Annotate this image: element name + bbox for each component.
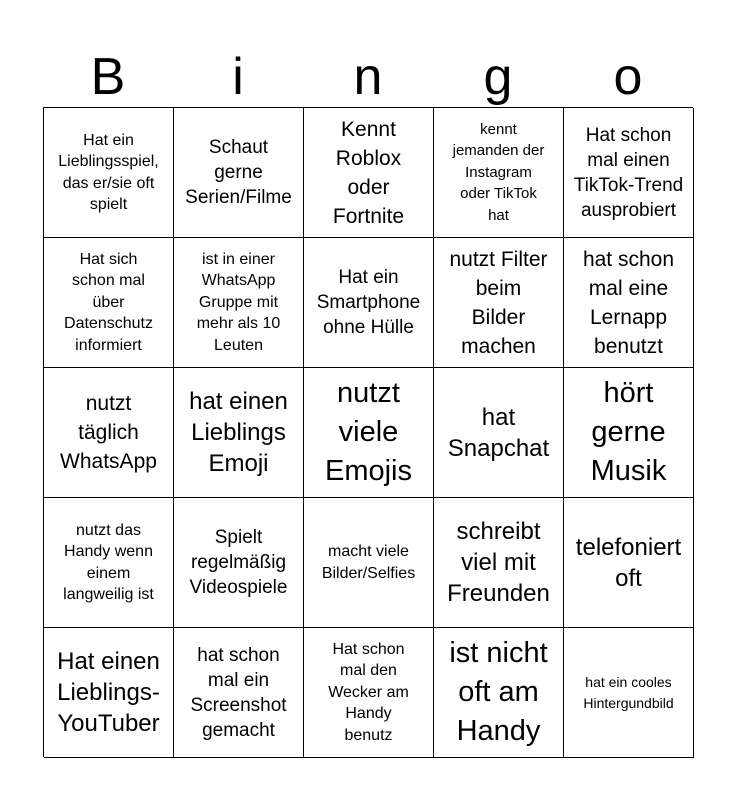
bingo-cell-text: hat schon mal ein Screenshot gemacht xyxy=(190,644,287,741)
bingo-cell[interactable] xyxy=(304,368,434,498)
bingo-cell-text: hört gerne Musik xyxy=(590,377,667,487)
bingo-cell-text: ist nicht oft am Handy xyxy=(449,637,548,747)
bingo-cell-text: Hat schon mal den Wecker am Handy benutz xyxy=(328,640,409,744)
bingo-cell[interactable] xyxy=(174,628,304,758)
title-letter: i xyxy=(232,48,244,106)
bingo-cell[interactable] xyxy=(564,238,694,368)
bingo-cell-text: Kennt Roblox oder Fortnite xyxy=(332,117,405,228)
bingo-cell-text: nutzt viele Emojis xyxy=(324,377,412,487)
bingo-cell[interactable] xyxy=(564,628,694,758)
bingo-cell[interactable] xyxy=(304,238,434,368)
bingo-cell-text: Schaut gerne Serien/Filme xyxy=(185,137,292,208)
bingo-grid xyxy=(43,107,693,757)
bingo-cell-text: Hat ein Smartphone ohne Hülle xyxy=(316,267,421,338)
bingo-cell-text: Spielt regelmäßig Videospiele xyxy=(189,527,288,598)
bingo-cell[interactable] xyxy=(44,238,174,368)
bingo-cell-text: macht viele Bilder/Selfies xyxy=(321,543,416,582)
bingo-cell[interactable] xyxy=(564,498,694,628)
bingo-cell[interactable] xyxy=(174,108,304,238)
bingo-cell-text: schreibt viel mit Freunden xyxy=(447,518,550,607)
bingo-cell[interactable] xyxy=(304,108,434,238)
bingo-cell-text: hat Snapchat xyxy=(447,403,550,462)
bingo-cell[interactable] xyxy=(304,498,434,628)
bingo-cell[interactable] xyxy=(44,498,174,628)
bingo-cell[interactable] xyxy=(44,368,174,498)
bingo-cell[interactable] xyxy=(44,628,174,758)
bingo-cell[interactable] xyxy=(564,368,694,498)
bingo-cell[interactable] xyxy=(434,628,564,758)
bingo-cell-text: kennt jemanden der Instagram oder TikTok hat xyxy=(452,120,545,224)
bingo-cell-text: ist in einer WhatsApp Gruppe mit mehr als 10 Leuten xyxy=(196,250,281,354)
bingo-cell[interactable] xyxy=(434,368,564,498)
bingo-cell-text: nutzt das Handy wenn einem langweilig ist xyxy=(63,521,154,603)
bingo-cell-text: Hat ein Lieblingsspiel, das er/sie oft spielt xyxy=(58,131,159,213)
bingo-cell[interactable] xyxy=(434,238,564,368)
bingo-cell[interactable] xyxy=(304,628,434,758)
bingo-cell[interactable] xyxy=(174,238,304,368)
bingo-cell-text: hat ein cooles Hintergundbild xyxy=(583,673,674,711)
bingo-cell-text: nutzt täglich WhatsApp xyxy=(60,392,157,473)
bingo-cell[interactable] xyxy=(44,108,174,238)
title-letter: B xyxy=(90,48,126,106)
bingo-cell-text: Hat einen Lieblings- YouTuber xyxy=(57,648,160,737)
title-letter: o xyxy=(613,48,643,106)
bingo-cell-text: hat schon mal eine Lernapp benutzt xyxy=(582,247,675,358)
bingo-cell-text: telefoniert oft xyxy=(575,533,682,592)
bingo-cell[interactable] xyxy=(564,108,694,238)
bingo-cell-text: Hat sich schon mal über Datenschutz informiert xyxy=(64,250,153,354)
bingo-cell-text: nutzt Filter beim Bilder machen xyxy=(449,247,548,358)
bingo-title xyxy=(43,46,693,108)
bingo-cell[interactable] xyxy=(174,498,304,628)
title-letter: n xyxy=(353,48,383,106)
bingo-cell[interactable] xyxy=(174,368,304,498)
bingo-cell-text: hat einen Lieblings Emoji xyxy=(189,388,288,477)
bingo-cell[interactable] xyxy=(434,498,564,628)
bingo-cell[interactable] xyxy=(434,108,564,238)
bingo-cell-text: Hat schon mal einen TikTok-Trend ausprobiert xyxy=(573,124,684,221)
title-letter: g xyxy=(483,48,513,106)
